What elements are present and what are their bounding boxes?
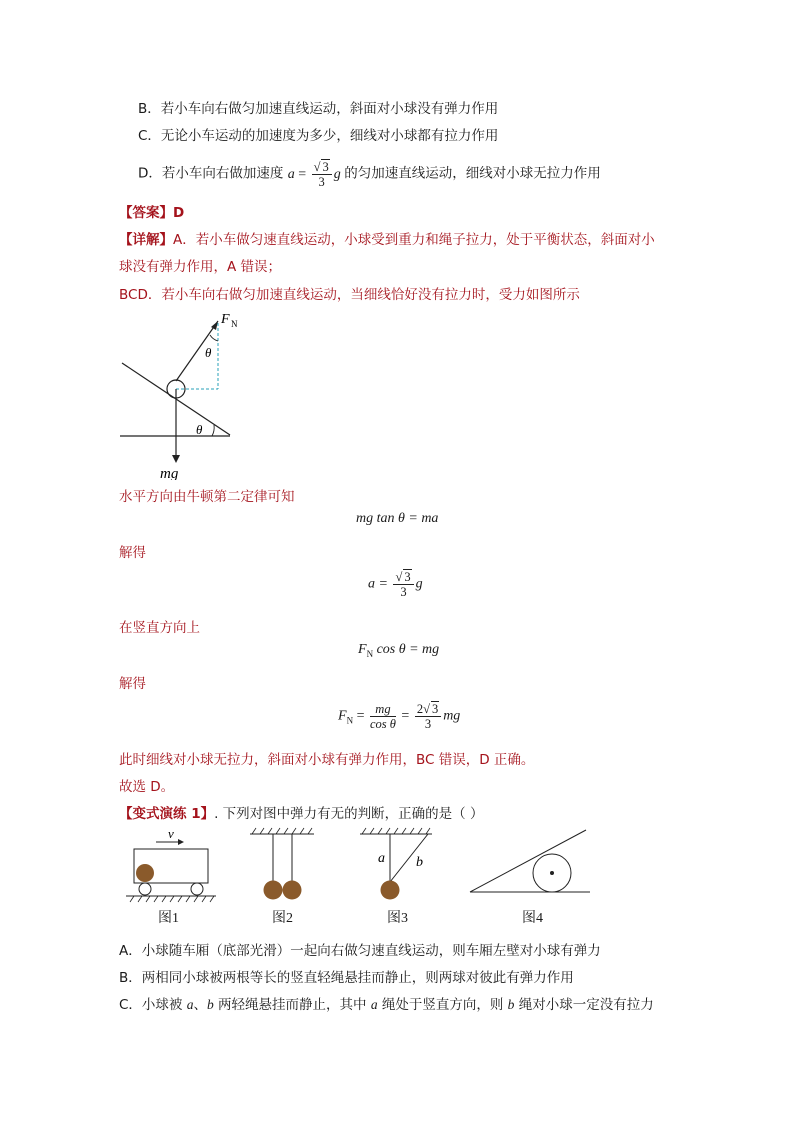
force-diagram — [110, 305, 270, 480]
eq3-right: cos θ = mg — [376, 642, 440, 657]
detail-text-1: A．若小车做匀速直线运动，小球受到重力和绳子拉力，处于平衡状态，斜面对小 — [173, 232, 655, 248]
opt-c-tail: 绳对小球一定没有拉力 — [514, 997, 654, 1013]
opt-c-a: a — [186, 997, 194, 1012]
fig1-v-label: v — [168, 826, 174, 841]
eq4-frac2-den: 3 — [424, 717, 432, 731]
theta-arc-bottom — [212, 425, 214, 436]
eq2-left: a = — [368, 576, 388, 592]
fig2-ball-left — [264, 881, 283, 900]
equation-1: mg tan θ = ma — [356, 511, 439, 526]
answer-label: 【答案】 — [119, 205, 173, 221]
opt-c-b: b — [206, 997, 214, 1012]
theta-arc-top — [210, 335, 218, 341]
fn-label: F — [221, 312, 230, 327]
mg-label: mg — [160, 466, 179, 480]
option-d-formula: a = $\frac{√ 3}{3}$ g — [287, 160, 341, 189]
eq2-fraction — [393, 570, 413, 599]
fig1-wheel-left — [139, 883, 151, 895]
fig-label-2: 图2 — [272, 911, 293, 926]
detail-label: 【详解】 — [119, 232, 173, 248]
step-solve-1: 解得 — [119, 545, 146, 561]
fig-label-3: 图3 — [387, 911, 408, 926]
eq2-right: g — [415, 576, 423, 592]
variant-option-c — [119, 993, 654, 1013]
gravity-arrow-head — [172, 455, 180, 463]
detail-line-2: 球没有弹力作用，A 错误； — [119, 259, 282, 275]
variant-question — [119, 802, 483, 822]
eq4-sub: N — [346, 715, 354, 726]
fig1-wheel-right — [191, 883, 203, 895]
fig2-ball-right — [283, 881, 302, 900]
fig-label-4: 图4 — [522, 911, 543, 926]
fig4-ball-center — [550, 871, 554, 875]
fig3-a-label: a — [378, 851, 385, 866]
option-d-numerator: √ 3 — [312, 160, 332, 175]
variant-option-b: B．两相同小球被两根等长的竖直轻绳悬挂而静止，则两球对彼此有弹力作用 — [119, 970, 574, 986]
fig3-b-label: b — [416, 855, 423, 870]
answer-line — [119, 201, 184, 221]
equation-3 — [358, 642, 439, 659]
option-d-denominator: 3 — [318, 175, 325, 189]
theta-top-label: θ — [205, 345, 212, 360]
detail-line-1 — [119, 228, 655, 248]
eq4-fraction-1 — [370, 702, 396, 731]
variant-option-a: A．小球随车厢（底部光滑）一起向右做匀速直线运动，则车厢左壁对小球有弹力 — [119, 943, 601, 959]
opt-c-prefix: C．小球被 — [119, 997, 187, 1013]
fig2-hanging-balls — [246, 826, 318, 904]
opt-c-a2: a — [370, 997, 378, 1012]
option-d-fraction — [312, 160, 332, 189]
opt-c-b2: b — [507, 997, 515, 1012]
option-d — [138, 160, 601, 189]
answer-value: D — [173, 205, 185, 221]
fig3-ball — [381, 881, 400, 900]
step-solve-2: 解得 — [119, 676, 146, 692]
theta-bottom-label: θ — [196, 422, 203, 437]
conclusion: 此时细线对小球无拉力，斜面对小球有弹力作用，BC 错误，D 正确。 — [119, 752, 535, 768]
eq2-denominator: 3 — [400, 585, 407, 599]
step-horizontal: 水平方向由牛顿第二定律可知 — [119, 489, 295, 505]
option-d-prefix: D．若小车向右做加速度 — [138, 165, 284, 182]
step-vertical: 在竖直方向上 — [119, 620, 200, 636]
eq4-frac1-num: mg — [370, 702, 396, 717]
fig3-hatch — [362, 828, 430, 834]
detail-line-3: BCD．若小车向右做匀加速直线运动，当细线恰好没有拉力时，受力如图所示 — [119, 287, 580, 303]
fig3-two-strings — [356, 826, 436, 904]
eq4-frac1-den: cos θ — [369, 717, 396, 731]
opt-c-mid3: 绳处于竖直方向，则 — [377, 997, 508, 1013]
eq2-numerator: √ 3 — [393, 570, 413, 585]
fig2-hatch — [252, 828, 312, 834]
opt-c-mid2: 两轻绳悬挂而静止，其中 — [213, 997, 371, 1013]
fig1-ball — [136, 864, 154, 882]
eq4-frac2-num: 2√ 3 — [415, 702, 441, 717]
option-d-suffix: 的匀加速直线运动，细线对小球无拉力作用 — [344, 165, 601, 182]
option-b: B．若小车向右做匀加速直线运动，斜面对小球没有弹力作用 — [138, 101, 499, 117]
choose-answer: 故选 D。 — [119, 779, 175, 795]
option-d-g: g — [333, 166, 341, 182]
variant-question-text: . 下列对图中弹力有无的判断，正确的是（ ） — [214, 806, 484, 822]
eq4-f: F — [338, 708, 347, 724]
fig1-hatch — [130, 896, 214, 902]
opt-c-mid1: 、 — [193, 997, 207, 1013]
equation-4: $F_N$ = $\frac{mg}{\text{cos θ}}$ = $\frac{2√ 3}{3}$ mg — [338, 702, 461, 731]
option-d-a: a — [287, 166, 295, 182]
equation-2 — [368, 570, 423, 599]
eq3-sub: N — [366, 648, 374, 659]
eq4-tail: mg — [443, 708, 461, 724]
fig1-cart — [120, 826, 220, 904]
fig4-ball-wedge — [466, 826, 594, 896]
option-c: C．无论小车运动的加速度为多少，细线对小球都有拉力作用 — [138, 128, 499, 144]
fig1-velocity-head — [178, 839, 184, 845]
eq3-f: F — [358, 642, 367, 657]
string-force-arrow — [176, 321, 218, 381]
variant-label: 【变式演练 1】 — [119, 806, 215, 822]
fn-sub-label: N — [231, 319, 238, 329]
fig-label-1: 图1 — [158, 911, 179, 926]
eq4-fraction-2 — [415, 702, 441, 731]
